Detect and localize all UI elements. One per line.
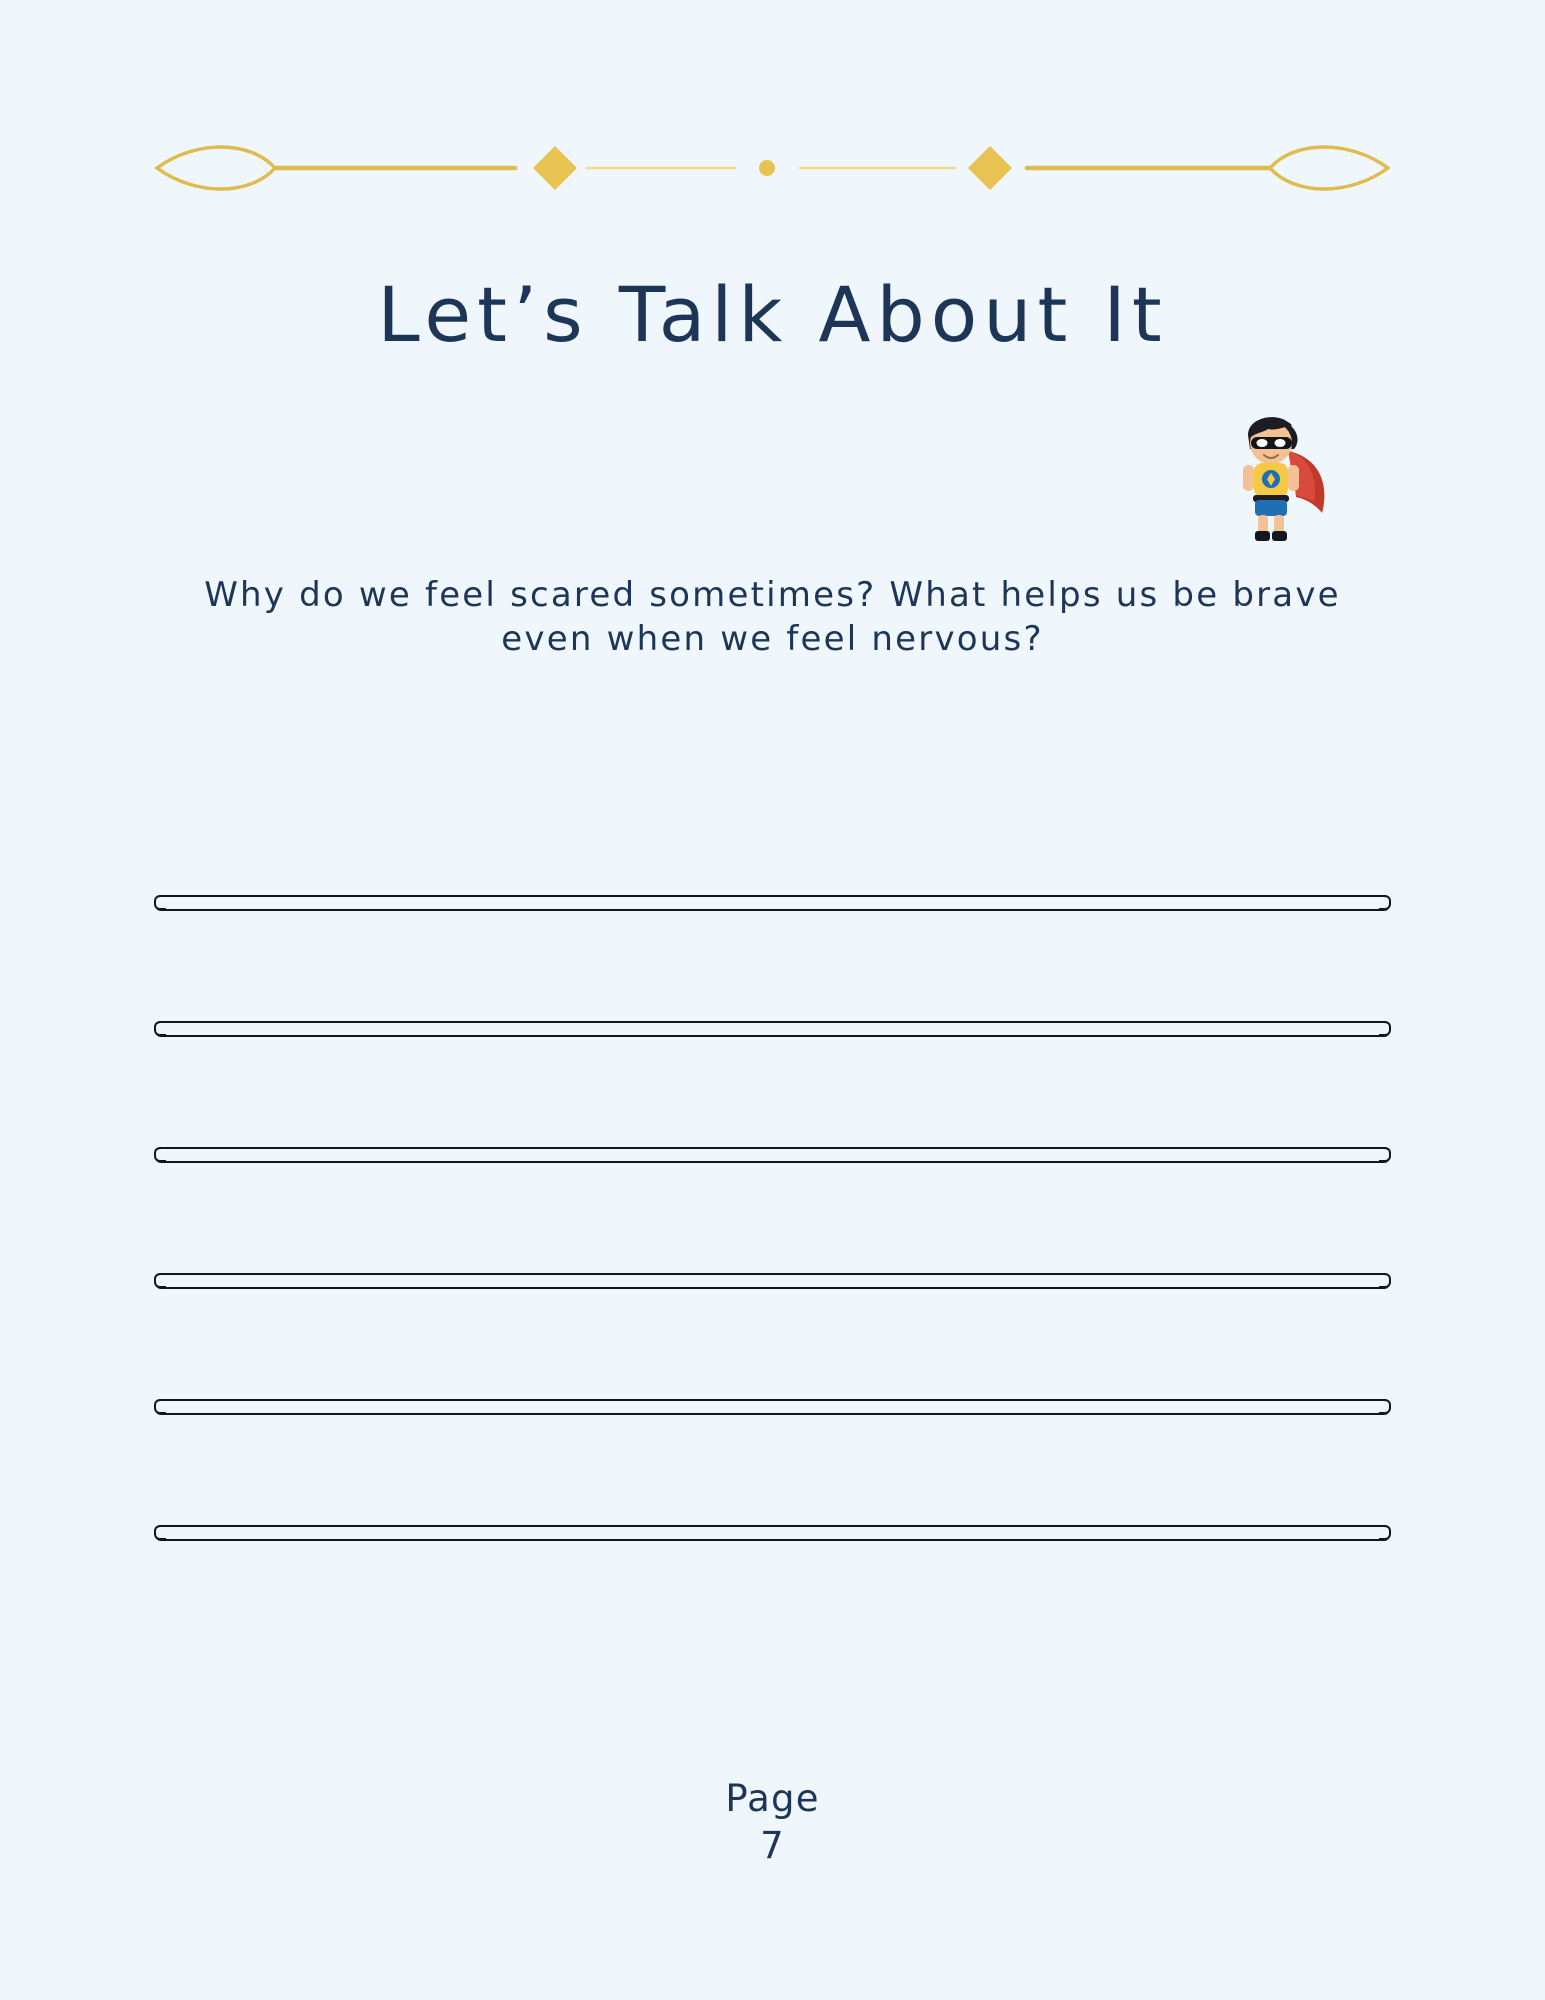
write-line[interactable] [155,1147,1390,1163]
write-line[interactable] [155,1525,1390,1541]
page-number: 7 [760,1824,785,1868]
page-label: Page [725,1777,820,1820]
page-title: Let’s Talk About It [377,270,1168,359]
decorative-divider [155,138,1390,198]
superhero-kid-illustration [1218,405,1348,550]
write-line[interactable] [155,1399,1390,1415]
write-line[interactable] [155,1021,1390,1037]
write-line[interactable] [155,1273,1390,1289]
page-footer [0,1775,1545,1870]
write-line[interactable] [155,895,1390,911]
answer-lines [155,895,1390,1651]
prompt-text: Why do we feel scared sometimes? What helps us be brave even when we feel nervous? [204,575,1341,660]
